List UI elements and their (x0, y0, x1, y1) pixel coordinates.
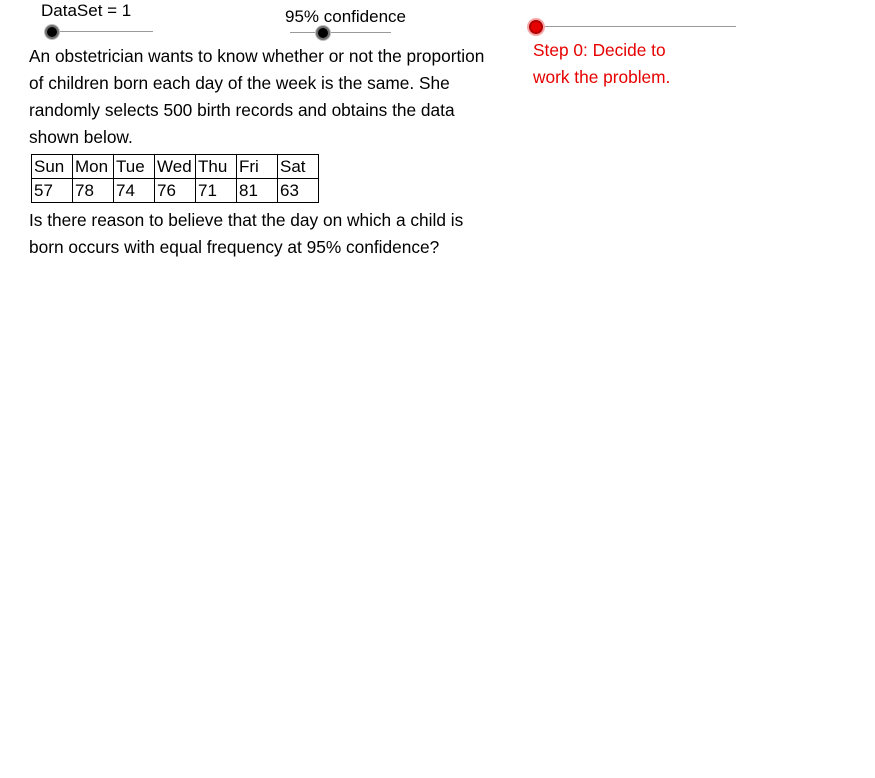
step-slider-track[interactable] (536, 26, 736, 27)
step-description-line: work the problem. (533, 67, 671, 87)
birth-data-table (31, 154, 319, 203)
confidence-slider-label: 95% confidence (285, 7, 406, 26)
confidence-slider-track[interactable] (290, 32, 391, 33)
step-description (533, 37, 670, 91)
table-value-cell: 74 (114, 179, 155, 203)
question-line: Is there reason to believe that the day on which a child is (29, 210, 464, 230)
table-header-cell: Wed (155, 155, 196, 179)
problem-line: An obstetrician wants to know whether or not the proportion (29, 46, 485, 66)
table-value-cell: 71 (196, 179, 237, 203)
table-header-row (32, 155, 319, 179)
table-value-cell: 81 (237, 179, 278, 203)
table-header-cell: Thu (196, 155, 237, 179)
table-value-cell: 76 (155, 179, 196, 203)
step-description-line: Step 0: Decide to (533, 40, 666, 60)
table-header-cell: Fri (237, 155, 278, 179)
problem-line: of children born each day of the week is the same. She (29, 73, 450, 93)
table-header-cell: Sun (32, 155, 73, 179)
problem-line: randomly selects 500 birth records and obtains the data (29, 100, 455, 120)
question-line: born occurs with equal frequency at 95% confidence? (29, 237, 440, 257)
table-value-cell: 63 (278, 179, 319, 203)
step-slider-knob[interactable] (529, 20, 543, 34)
table-value-cell: 78 (73, 179, 114, 203)
table-header-cell: Mon (73, 155, 114, 179)
problem-statement (29, 43, 484, 151)
table-header-cell: Tue (114, 155, 155, 179)
dataset-slider-knob[interactable] (45, 25, 59, 39)
table-value-cell: 57 (32, 179, 73, 203)
dataset-slider-label: DataSet = 1 (41, 1, 132, 20)
table-header-cell: Sat (278, 155, 319, 179)
table-value-row (32, 179, 319, 203)
step-slider[interactable] (536, 20, 736, 34)
confidence-slider-knob[interactable] (316, 26, 330, 40)
problem-line: shown below. (29, 127, 133, 147)
question-statement (29, 207, 463, 261)
dataset-slider[interactable] (52, 25, 153, 39)
confidence-slider[interactable] (290, 26, 391, 40)
dataset-slider-track[interactable] (52, 31, 153, 32)
